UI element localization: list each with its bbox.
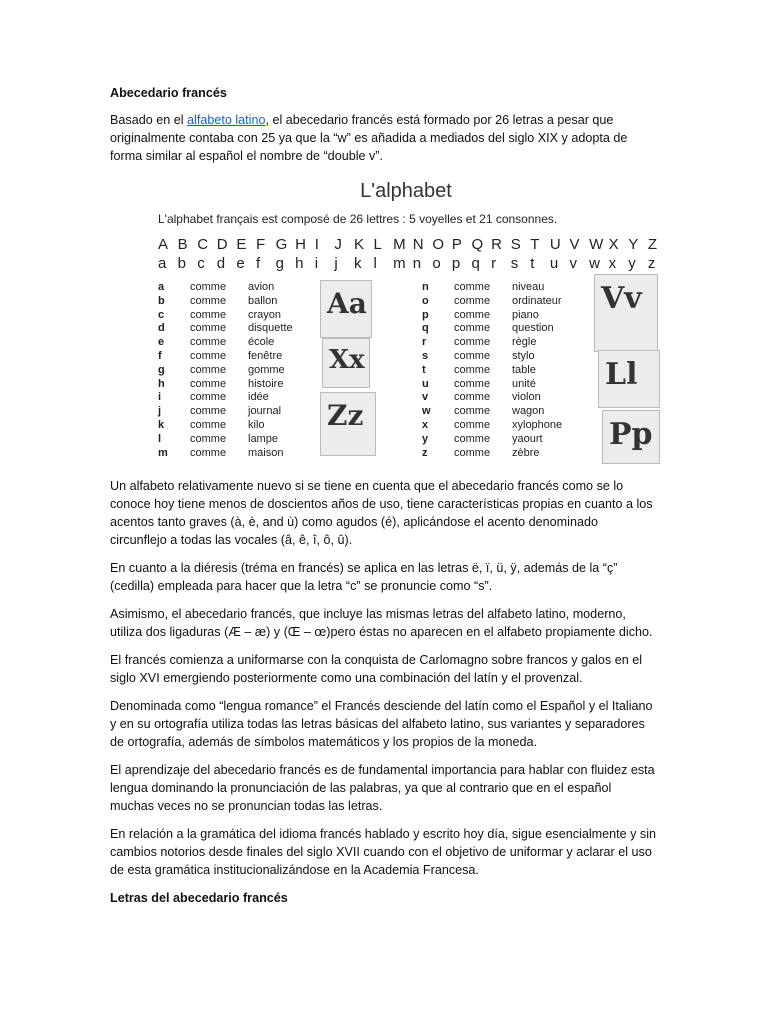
uppercase-letter-X: X: [608, 236, 619, 253]
figure-subtitle: L'alphabet français est composé de 26 lettres : 5 voyelles et 21 consonnes.: [158, 212, 558, 226]
word-row-comme: comme: [454, 336, 491, 349]
lowercase-letter-x: x: [608, 255, 617, 272]
word-row-comme: comme: [190, 308, 227, 321]
word-row-letter: p: [422, 308, 429, 321]
word-row-word: journal: [248, 405, 282, 418]
lowercase-letter-u: u: [549, 255, 559, 272]
word-row-word: gomme: [248, 363, 285, 376]
uppercase-letter-K: K: [353, 236, 364, 253]
word-row-letter: a: [158, 281, 165, 293]
word-row-word: wagon: [512, 405, 545, 418]
word-row-letter: s: [422, 350, 429, 362]
word-row-comme: comme: [454, 446, 491, 459]
lowercase-letter-r: r: [491, 255, 497, 272]
word-row-comme: comme: [454, 281, 491, 293]
intro-paragraph: [110, 111, 658, 165]
picture-glyph: Zz: [327, 399, 364, 432]
word-row-comme: comme: [454, 294, 491, 307]
word-row-letter: m: [158, 446, 168, 459]
word-row-word: piano: [512, 308, 539, 321]
word-row-comme: comme: [454, 322, 491, 335]
word-row-letter: v: [422, 391, 429, 404]
lowercase-letter-w: w: [589, 255, 600, 272]
word-row-comme: comme: [190, 446, 227, 459]
word-row-word: yaourt: [512, 432, 543, 445]
word-row-word: question: [512, 322, 554, 335]
word-row-comme: comme: [190, 363, 227, 376]
uppercase-letter-F: F: [255, 236, 266, 253]
word-row-letter: k: [158, 419, 165, 431]
alphabet-figure: [150, 178, 662, 470]
word-row-letter: y: [422, 432, 429, 445]
paragraph: El francés comienza a uniformarse con la conquista de Carlomagno sobre francos y galos en el siglo XVI emergiendo posteriormente como una combinación del latín y el provenzal.: [110, 653, 643, 685]
paragraph: En relación a la gramática del idioma francés hablado y escrito hoy día, sigue esencialmente y sin cambios notorios desde finales del siglo XVII cuando con el objetivo de uniformar y aclarar el uso de esta gramática institucionalizándose en la Academia Francesa.: [110, 827, 657, 877]
uppercase-letter-J: J: [334, 236, 342, 253]
picture-glyph: Ll: [605, 357, 638, 392]
lowercase-letter-z: z: [647, 255, 656, 272]
lowercase-letter-t: t: [530, 255, 535, 272]
word-row-word: crayon: [248, 308, 282, 321]
lowercase-letter-c: c: [197, 255, 205, 272]
lowercase-letter-j: j: [334, 255, 338, 272]
word-row-letter: r: [422, 336, 427, 349]
uppercase-letter-I: I: [314, 236, 319, 253]
word-row-comme: comme: [454, 432, 491, 445]
word-row-letter: l: [158, 432, 162, 445]
lowercase-letter-l: l: [373, 255, 377, 272]
lowercase-letter-s: s: [510, 255, 519, 272]
lowercase-letter-d: d: [216, 255, 226, 272]
uppercase-letter-H: H: [295, 236, 306, 253]
word-row-comme: comme: [190, 419, 227, 431]
picture-glyph: Pp: [609, 417, 653, 452]
uppercase-letter-P: P: [451, 236, 462, 253]
word-row-letter: e: [158, 336, 165, 349]
lowercase-letter-i: i: [314, 255, 319, 272]
paragraph: El aprendizaje del abecedario francés es de fundamental importancia para hablar con fluidez esta lengua dominando la pronunciación de las palabras, ya que al contrario que en el español muchas veces no se pronuncian todas las letras.: [110, 763, 655, 813]
lowercase-letter-y: y: [628, 255, 636, 272]
uppercase-letter-C: C: [197, 236, 209, 253]
word-row-word: zèbre: [512, 446, 540, 459]
word-row-letter: c: [158, 308, 165, 321]
lowercase-letter-m: m: [393, 255, 406, 272]
word-row-comme: comme: [190, 322, 227, 335]
word-row-word: kilo: [248, 419, 265, 431]
word-row-letter: n: [422, 281, 429, 293]
lowercase-letter-b: b: [177, 255, 186, 272]
word-row-word: avion: [248, 281, 275, 293]
word-row-comme: comme: [454, 419, 491, 431]
word-row-letter: g: [158, 363, 165, 376]
word-row-word: niveau: [512, 281, 545, 293]
word-row-letter: i: [158, 391, 162, 404]
word-row-comme: comme: [190, 432, 227, 445]
word-row-letter: h: [158, 377, 165, 390]
word-row-letter: f: [158, 350, 162, 362]
word-row-comme: comme: [190, 336, 227, 349]
uppercase-letter-R: R: [491, 236, 502, 253]
picture-letter-a: [320, 280, 372, 338]
word-row-comme: comme: [454, 377, 491, 390]
word-row-letter: o: [422, 294, 429, 307]
uppercase-letter-W: W: [589, 236, 604, 253]
uppercase-letter-M: M: [393, 236, 406, 253]
figure-title: L'alphabet: [360, 180, 452, 202]
lowercase-letter-h: h: [295, 255, 304, 272]
paragraph: Denominada como “lengua romance” el Francés desciende del latín como el Español y el Italiano y en su ortografía utiliza todas las letras básicas del alfabeto latino, sus variantes y separadores de ortografía, además de símbolos matemáticos y los propios de la moneda.: [110, 699, 653, 749]
uppercase-letter-A: A: [158, 236, 169, 253]
lowercase-letter-a: a: [158, 255, 167, 272]
document-title: Abecedario francés: [110, 86, 227, 100]
word-row-comme: comme: [454, 405, 491, 418]
uppercase-letter-G: G: [275, 236, 288, 253]
picture-glyph: Xx: [329, 345, 365, 375]
lowercase-letter-o: o: [432, 255, 441, 272]
word-row-letter: u: [422, 377, 429, 390]
word-row-comme: comme: [454, 363, 491, 376]
uppercase-letter-V: V: [569, 236, 580, 253]
picture-letter-z: [320, 392, 376, 456]
word-row-letter: d: [158, 322, 165, 335]
word-row-letter: x: [422, 419, 429, 431]
word-row-word: xylophone: [512, 419, 563, 431]
lowercase-letter-q: q: [471, 255, 480, 272]
lowercase-letter-g: g: [275, 255, 284, 272]
word-row-word: histoire: [248, 377, 284, 390]
picture-glyph: Aa: [327, 287, 367, 320]
uppercase-letter-Q: Q: [471, 236, 484, 253]
word-row-comme: comme: [190, 405, 227, 418]
word-row-word: violon: [512, 391, 541, 404]
word-row-comme: comme: [190, 350, 227, 362]
word-row-letter: t: [422, 363, 426, 376]
picture-letter-v: [594, 274, 658, 352]
word-row-comme: comme: [190, 281, 227, 293]
word-row-word: lampe: [248, 432, 278, 445]
uppercase-letter-D: D: [216, 236, 228, 253]
word-row-word: idée: [248, 391, 269, 404]
picture-letter-l: [598, 350, 660, 408]
word-row-letter: z: [422, 446, 428, 459]
word-row-word: stylo: [512, 350, 535, 362]
uppercase-letter-T: T: [530, 236, 540, 253]
word-row-comme: comme: [454, 350, 491, 362]
uppercase-letter-B: B: [177, 236, 188, 253]
word-row-comme: comme: [190, 294, 227, 307]
uppercase-letter-O: O: [432, 236, 444, 253]
word-row-comme: comme: [454, 308, 491, 321]
uppercase-letter-L: L: [373, 236, 382, 253]
lowercase-letter-f: f: [255, 255, 261, 272]
intro-text-end: , el abecedario francés está formado por 26 letras a pesar que originalmente contaba con 25 ya que la “w” es añadida a mediados del siglo XIX y adopta de forma similar al español el nombre de “double v”.: [110, 113, 628, 163]
word-row-word: règle: [512, 336, 537, 349]
word-row-word: disquette: [248, 322, 293, 335]
word-row-letter: w: [422, 405, 431, 418]
word-row-word: ballon: [248, 294, 278, 307]
lowercase-letters: [158, 255, 667, 272]
word-row-letter: j: [158, 405, 162, 418]
uppercase-letters: [158, 236, 667, 253]
word-row-word: table: [512, 363, 536, 376]
word-row-comme: comme: [454, 391, 491, 404]
section-heading: Letras del abecedario francés: [110, 891, 288, 905]
lowercase-letter-v: v: [569, 255, 577, 272]
uppercase-letter-E: E: [236, 236, 247, 253]
uppercase-letter-Z: Z: [647, 236, 658, 253]
lowercase-letter-n: n: [412, 255, 422, 272]
word-row-comme: comme: [190, 377, 227, 390]
paragraph: Asimismo, el abecedario francés, que incluye las mismas letras del alfabeto latino, moderno, utiliza dos ligaduras (Æ – æ) y (Œ – œ)pero éstas no aparecen en el alfabeto propiamente dicho.: [110, 607, 653, 639]
alfabeto-latino-link[interactable]: alfabeto latino: [187, 113, 266, 127]
paragraph: Un alfabeto relativamente nuevo si se tiene en cuenta que el abecedario francés como se lo conoce hoy tiene menos de doscientos años de uso, tiene características propias en cuanto a los acentos tanto graves (à, è, and ù) como agudos (é), aplicándose el acento denominado circunflejo a todas las vocales (â, ê, î, ô, û).: [110, 479, 653, 547]
picture-letter-x: [322, 338, 370, 388]
word-row-letter: q: [422, 322, 429, 335]
picture-letter-p: [602, 410, 660, 464]
word-row-word: maison: [248, 446, 284, 459]
word-row-word: unité: [512, 377, 536, 390]
word-row-comme: comme: [190, 391, 227, 404]
uppercase-letter-N: N: [412, 236, 424, 253]
body-text: [110, 477, 658, 907]
word-row-word: ordinateur: [512, 294, 562, 307]
uppercase-letter-Y: Y: [628, 236, 639, 253]
uppercase-letter-S: S: [510, 236, 521, 253]
lowercase-letter-e: e: [236, 255, 245, 272]
uppercase-letter-U: U: [549, 236, 561, 253]
intro-text-start: Basado en el: [110, 113, 188, 127]
word-row-word: école: [248, 336, 275, 349]
lowercase-letter-p: p: [451, 255, 461, 272]
word-row-letter: b: [158, 294, 165, 307]
lowercase-letter-k: k: [353, 255, 362, 272]
picture-glyph: Vv: [601, 281, 642, 316]
word-row-word: fenêtre: [248, 350, 283, 362]
paragraph: En cuanto a la diéresis (tréma en francés) se aplica en las letras ë, ï, ü, ÿ, además de la “ç” (cedilla) empleada para hacer que la letra “c” se pronuncie como “s”.: [110, 561, 618, 593]
